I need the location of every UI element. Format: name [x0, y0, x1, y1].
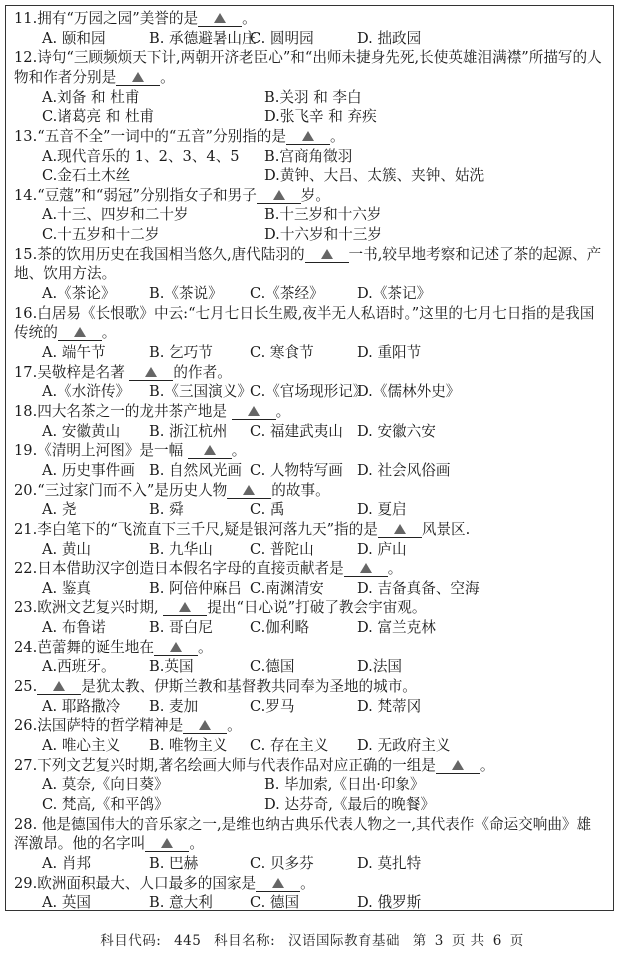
question-text: 欧洲面积最大、人口最多的国家是 — [37, 874, 257, 892]
answer-option: B. 唯物主义 — [149, 737, 228, 754]
question-number: 16. — [14, 304, 38, 322]
question-text-after: 。 — [189, 835, 204, 853]
option-row — [14, 166, 605, 186]
question-stem — [14, 874, 605, 894]
question-number: 22. — [14, 560, 38, 578]
option-row — [14, 618, 605, 638]
answer-option: B. 意大利 — [149, 894, 213, 912]
page-number: 3 — [434, 933, 444, 949]
answer-option: D. 庐山 — [357, 540, 407, 558]
option-row — [14, 697, 605, 717]
question-text-after: 。 — [275, 402, 291, 420]
answer-option: B. 巴赫 — [149, 854, 199, 872]
option-row — [14, 579, 605, 599]
option-row — [14, 147, 605, 167]
option-row — [14, 500, 605, 520]
answer-option: D. 拙政园 — [357, 29, 422, 47]
question-number: 21. — [14, 520, 38, 538]
answer-option: C.金石土木丝 — [42, 167, 131, 185]
question — [14, 441, 605, 480]
triangle-icon — [204, 445, 216, 455]
question — [14, 756, 605, 815]
question-stem — [14, 304, 605, 343]
question-stem — [14, 402, 605, 422]
question-text: 四大名茶之一的龙井茶产地是 — [37, 402, 232, 420]
question — [14, 638, 605, 677]
answer-option: D.黄钟、大吕、太簇、夹钟、姑洗 — [264, 167, 485, 185]
answer-option: D.《茶记》 — [357, 285, 432, 303]
subject-code: 445 — [174, 933, 202, 949]
question-stem — [14, 441, 605, 461]
triangle-icon — [179, 602, 191, 612]
exam-question-box — [5, 5, 614, 911]
triangle-icon — [302, 131, 314, 141]
question-number: 17. — [14, 363, 38, 381]
answer-option: D. 达芬奇,《最后的晚餐》 — [264, 795, 436, 813]
answer-option: D. 富兰克林 — [357, 619, 436, 637]
answer-option: A. 鉴真 — [42, 579, 92, 597]
answer-option: C. 梵高,《和平鸽》 — [42, 795, 169, 813]
question-text-after: 。 — [160, 68, 175, 86]
answer-blank — [257, 188, 301, 204]
answer-blank — [286, 129, 330, 145]
answer-option: D. 社会风俗画 — [357, 461, 451, 479]
question-number: 27. — [14, 756, 38, 774]
question-number: 12. — [14, 49, 38, 67]
answer-option: A. 英国 — [42, 894, 92, 912]
answer-option: B.《三国演义》 — [149, 383, 252, 401]
question-number: 18. — [14, 402, 38, 420]
question-stem — [14, 245, 605, 284]
answer-option: A.十三、四岁和二十岁 — [42, 206, 189, 224]
question-stem — [14, 520, 605, 540]
answer-option: A. 耶路撒冷 — [42, 697, 121, 715]
question-text: 《清明上河图》是一幅 — [37, 442, 188, 460]
question-text: 法国萨特的哲学精神是 — [37, 717, 184, 735]
answer-option: A.《茶论》 — [42, 285, 116, 303]
triangle-icon — [394, 524, 406, 534]
answer-option: C. 德国 — [250, 894, 300, 912]
question-number: 15. — [14, 245, 38, 263]
answer-option: B. 乞巧节 — [149, 344, 213, 362]
answer-option: C.《茶经》 — [250, 285, 324, 303]
answer-blank — [378, 522, 422, 538]
answer-option: B. 哥白尼 — [149, 619, 213, 637]
question-text-after: 的作者。 — [173, 363, 232, 381]
page-mid: 页 共 — [451, 933, 485, 949]
question-text: 欧洲文艺复兴时期, — [37, 599, 164, 617]
answer-option: C. 寒食节 — [250, 344, 314, 362]
question-stem — [14, 186, 605, 206]
answer-option: C. 福建武夷山 — [250, 422, 343, 440]
question — [14, 520, 605, 559]
answer-blank — [154, 640, 198, 656]
answer-blank — [227, 483, 271, 499]
question-stem — [14, 559, 605, 579]
answer-option: D. 夏启 — [357, 501, 407, 519]
question-text-after: 。 — [479, 756, 495, 774]
answer-option: C. 圆明园 — [250, 29, 314, 47]
answer-option: A. 颐和园 — [42, 29, 106, 47]
page-total: 6 — [492, 933, 502, 949]
question-text-after: 。 — [231, 442, 247, 460]
triangle-icon — [360, 563, 372, 573]
question-text: 拥有“万园之园”美誉的是 — [37, 10, 199, 27]
triangle-icon — [199, 720, 211, 730]
question-number: 24. — [14, 638, 38, 656]
question-number: 23. — [14, 599, 38, 617]
subject-name-label: 科目名称: — [214, 933, 276, 949]
answer-option: A. 莫奈,《向日葵》 — [42, 776, 169, 794]
page-footer — [0, 929, 624, 949]
question-stem — [14, 481, 605, 501]
answer-blank — [188, 443, 232, 459]
answer-option: C.《官场现形记》 — [250, 383, 368, 401]
question-text: 芭蕾舞的诞生地在 — [37, 638, 154, 656]
question-number: 13. — [14, 127, 38, 145]
option-row — [14, 422, 605, 442]
answer-option: D. 重阳节 — [357, 344, 422, 362]
question — [14, 402, 605, 441]
question — [14, 186, 605, 245]
question — [14, 48, 605, 127]
answer-option: C.诸葛亮 和 杜甫 — [42, 108, 155, 126]
question-number: 28. — [14, 815, 38, 833]
answer-option: A. 黄山 — [42, 540, 92, 558]
question-stem — [14, 756, 605, 776]
question — [14, 127, 605, 186]
triangle-icon — [248, 406, 260, 416]
answer-option: D. 无政府主义 — [357, 737, 451, 754]
triangle-icon — [53, 681, 65, 691]
question — [14, 815, 605, 874]
question-stem — [14, 638, 605, 658]
triangle-icon — [321, 249, 333, 259]
answer-option: A.《水浒传》 — [42, 383, 131, 401]
triangle-icon — [161, 838, 173, 848]
option-row — [14, 461, 605, 481]
answer-blank — [58, 325, 102, 341]
answer-option: C.德国 — [250, 658, 295, 676]
question-text: 白居易《长恨歌》中云:“七月七日长生殿,夜半无人私语时。”这里的七月七日指的是我国传统的 — [14, 304, 595, 342]
question-stem — [14, 677, 605, 697]
answer-option: A. 布鲁诺 — [42, 619, 106, 637]
question-text: 李白笔下的“飞流直下三千尺,疑是银河落九天”指的是 — [37, 520, 378, 538]
question-text: 他是德国伟大的音乐家之一,是维也纳古典乐代表人物之一,其代表作《命运交响曲》雄浑激昂。他的名字叫 — [14, 815, 592, 853]
question-stem — [14, 716, 605, 736]
question-number: 19. — [14, 442, 38, 460]
answer-option: B.英国 — [149, 658, 194, 676]
answer-option: B. 舜 — [149, 501, 184, 519]
question — [14, 245, 605, 304]
answer-option: D.《儒林外史》 — [357, 383, 461, 401]
question-number: 26. — [14, 717, 38, 735]
answer-option: C. 存在主义 — [250, 737, 329, 754]
answer-option: A.西班牙。 — [42, 658, 116, 676]
question-text-after: 的故事。 — [271, 481, 330, 499]
subject-code-label: 科目代码: — [100, 933, 162, 949]
question-stem — [14, 48, 605, 87]
answer-option: B.《茶说》 — [149, 285, 223, 303]
answer-option: A.现代音乐的 1、2、3、4、5 — [42, 147, 240, 165]
answer-option: B. 九华山 — [149, 540, 213, 558]
question-text: 茶的饮用历史在我国相当悠久,唐代陆羽的 — [37, 245, 305, 263]
option-row — [14, 657, 605, 677]
answer-option: B. 自然风光画 — [149, 461, 242, 479]
question-number: 29. — [14, 874, 38, 892]
option-row — [14, 382, 605, 402]
answer-blank — [183, 718, 227, 734]
answer-option: A. 肖邦 — [42, 854, 92, 872]
question-number: 14. — [14, 186, 38, 204]
question-text: “豆蔻”和“弱冠”分别指女子和男子 — [37, 186, 257, 204]
answer-option: B. 浙江杭州 — [149, 422, 228, 440]
triangle-icon — [145, 367, 157, 377]
question-text-after: 岁。 — [300, 186, 330, 204]
page-suffix: 页 — [509, 933, 524, 949]
answer-option: D. 俄罗斯 — [357, 894, 422, 912]
answer-option: B. 承德避暑山庄 — [149, 29, 257, 47]
answer-option: B. 毕加索,《日出·印象》 — [264, 776, 425, 794]
answer-option: A. 尧 — [42, 501, 77, 519]
triangle-icon — [243, 485, 255, 495]
question-text-after: 提出“日心说”打破了教会宇宙观。 — [207, 599, 427, 617]
question — [14, 304, 605, 363]
answer-option: A. 端午节 — [42, 344, 106, 362]
option-row — [14, 88, 605, 108]
answer-option: C.南渊清安 — [250, 579, 324, 597]
answer-option: B.宫商角徵羽 — [264, 147, 353, 165]
answer-blank — [145, 836, 189, 852]
triangle-icon — [214, 13, 226, 23]
page-prefix: 第 — [412, 933, 427, 949]
answer-blank — [129, 365, 173, 381]
answer-option: A. 安徽黄山 — [42, 422, 121, 440]
answer-option: D. 安徽六安 — [357, 422, 436, 440]
question — [14, 559, 605, 598]
answer-blank — [305, 247, 349, 263]
triangle-icon — [272, 878, 284, 888]
answer-option: D. 莫扎特 — [357, 854, 422, 872]
question-text: 吴敬梓是名著 — [37, 363, 130, 381]
option-row — [14, 205, 605, 225]
question-text: 下列文艺复兴时期,著名绘画大师与代表作品对应正确的一组是 — [37, 756, 436, 774]
answer-option: D.法国 — [357, 658, 403, 676]
question — [14, 716, 605, 755]
answer-option: C. 人物特写画 — [250, 461, 343, 479]
question — [14, 363, 605, 402]
question-text-after: 风景区. — [421, 520, 471, 538]
question-stem — [14, 363, 605, 383]
option-row — [14, 284, 605, 304]
answer-option: C.伽利略 — [250, 619, 310, 637]
question — [14, 598, 605, 637]
answer-option: C. 普陀山 — [250, 540, 314, 558]
question-text-after: 。 — [300, 874, 315, 892]
option-row — [14, 540, 605, 560]
question-number: 11. — [14, 10, 38, 27]
triangle-icon — [170, 642, 182, 652]
triangle-icon — [132, 72, 144, 82]
question-text: “三过家门而不入”是历史人物 — [37, 481, 228, 499]
question-text: 日本借助汉字创造日本假名字母的直接贡献者是 — [37, 560, 344, 578]
answer-option: A. 唯心主义 — [42, 737, 121, 754]
question-text-after: 。 — [242, 10, 257, 27]
option-row — [14, 854, 605, 874]
answer-option: A.刘备 和 杜甫 — [42, 88, 140, 106]
question-text-after: 。 — [387, 560, 403, 578]
option-row — [14, 107, 605, 127]
question-text-after: 。 — [101, 324, 117, 342]
option-row — [14, 225, 605, 245]
option-row — [14, 736, 605, 756]
answer-option: B. 阿倍仲麻吕 — [149, 579, 242, 597]
question-stem — [14, 9, 605, 29]
answer-option: B. 麦加 — [149, 697, 199, 715]
question — [14, 677, 605, 716]
answer-blank — [163, 600, 207, 616]
option-row — [14, 795, 605, 815]
answer-option: D. 吉备真备、空海 — [357, 579, 480, 597]
answer-option: D.张飞辛 和 弃疾 — [264, 108, 377, 126]
option-row — [14, 29, 605, 49]
answer-option: A. 历史事件画 — [42, 461, 135, 479]
subject-name: 汉语国际教育基础 — [288, 933, 400, 949]
question-text-after: 。 — [329, 127, 345, 145]
question-text-after: 是犹太教、伊斯兰教和基督教共同奉为圣地的城市。 — [81, 678, 417, 696]
question-stem — [14, 598, 605, 618]
answer-option: D.十六岁和十三岁 — [264, 226, 382, 244]
question-stem — [14, 127, 605, 147]
question-text: “五音不全”一词中的“五音”分别指的是 — [37, 127, 286, 145]
question-text: 诗句“三顾频烦天下计,两朝开济老臣心”和“出师未捷身先死,长使英雄泪满襟”所描写的人物和作者分别是 — [14, 49, 602, 86]
answer-blank — [198, 11, 242, 27]
answer-blank — [232, 404, 276, 420]
question-number: 20. — [14, 481, 38, 499]
question — [14, 481, 605, 520]
option-row — [14, 343, 605, 363]
answer-blank — [344, 561, 388, 577]
question — [14, 9, 605, 48]
triangle-icon — [273, 190, 285, 200]
option-row — [14, 775, 605, 795]
option-row — [14, 893, 605, 913]
question-text-after: 。 — [227, 717, 242, 735]
answer-option: B.十三岁和十六岁 — [264, 206, 382, 224]
question — [14, 874, 605, 913]
answer-blank — [436, 758, 480, 774]
answer-blank — [256, 876, 300, 892]
answer-option: C.罗马 — [250, 697, 295, 715]
answer-blank — [37, 679, 81, 695]
triangle-icon — [452, 760, 464, 770]
answer-option: C. 禹 — [250, 501, 285, 519]
answer-blank — [116, 70, 160, 86]
answer-option: B.关羽 和 李白 — [264, 88, 362, 106]
answer-option: D. 梵蒂冈 — [357, 697, 422, 715]
triangle-icon — [74, 327, 86, 337]
answer-option: C.十五岁和十二岁 — [42, 226, 160, 244]
answer-option: C. 贝多芬 — [250, 854, 314, 872]
question-stem — [14, 815, 605, 854]
question-text-after: 。 — [197, 638, 213, 656]
question-number: 25. — [14, 678, 38, 696]
question-text-after: 一书,较早地考察和记述了茶的起源、产地、饮用方法。 — [14, 245, 602, 283]
